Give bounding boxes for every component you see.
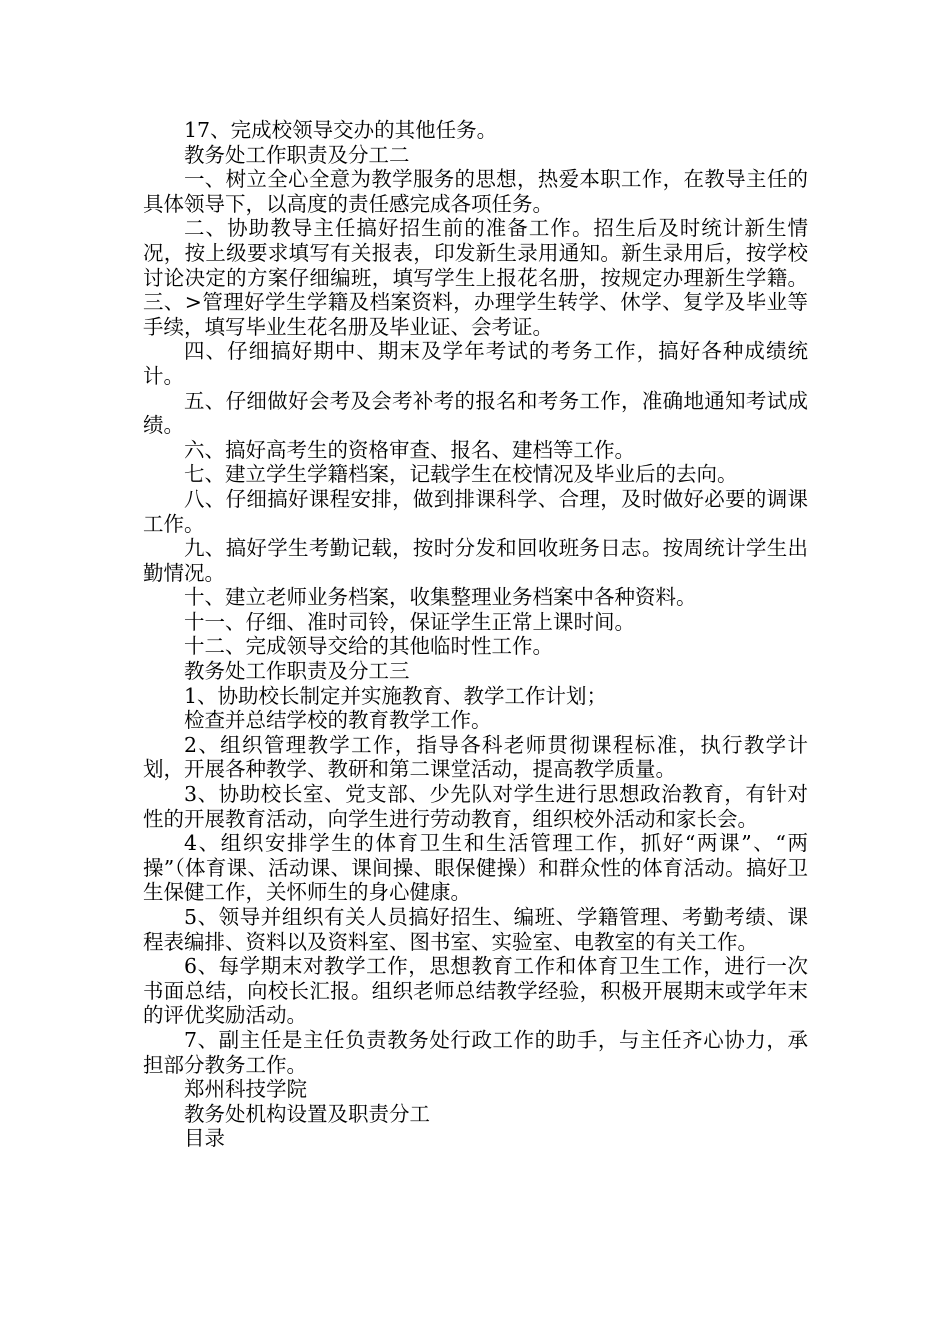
paragraph-duty-11: 十一、仔细、准时司铃，保证学生正常上课时间。 bbox=[184, 609, 635, 634]
paragraph-duty-7: 七、建立学生学籍档案，记载学生在校情况及毕业后的去向。 bbox=[184, 462, 738, 487]
paragraph-item-5: 5、领导并组织有关人员搞好招生、编班、学籍管理、考勤考绩、课程表编排、资料以及资料室、图书室、实验室、电教室的有关工作。 bbox=[143, 905, 808, 954]
section-heading-2: 教务处工作职责及分工二 bbox=[184, 142, 410, 167]
paragraph-task-17: 17、完成校领导交办的其他任务。 bbox=[184, 118, 498, 142]
paragraph-item-1-cont: 检查并总结学校的教育教学工作。 bbox=[184, 708, 492, 733]
paragraph-item-2: 2、组织管理教学工作，指导各科老师贯彻课程标准，执行教学计划，开展各种教学、教研和第二课堂活动，提高教学质量。 bbox=[143, 732, 808, 782]
section-heading-3: 教务处工作职责及分工三 bbox=[184, 659, 410, 684]
paragraph-item-4: 4、组织安排学生的体育卫生和生活管理工作，抓好“两课”、“两操”（体育课、活动课、课间操、眼保健操）和群众性的体育活动。搞好卫生保健工作，关怀师生的身心健康。 bbox=[143, 831, 808, 905]
document-body bbox=[143, 118, 808, 1151]
toc-heading: 目录 bbox=[184, 1126, 225, 1151]
paragraph-duty-9: 九、搞好学生考勤记载，按时分发和回收班务日志。按周统计学生出勤情况。 bbox=[143, 536, 808, 585]
paragraph-item-6: 6、每学期末对教学工作，思想教育工作和体育卫生工作，进行一次书面总结，向校长汇报。组织老师总结教学经验，积极开展期末或学年末的评优奖励活动。 bbox=[143, 954, 808, 1028]
paragraph-duty-5: 五、仔细做好会考及会考补考的报名和考务工作，准确地通知考试成绩。 bbox=[143, 388, 808, 438]
paragraph-duty-12: 十二、完成领导交给的其他临时性工作。 bbox=[184, 634, 553, 659]
document-subtitle: 教务处机构设置及职责分工 bbox=[184, 1101, 430, 1126]
paragraph-item-3: 3、协助校长室、党支部、少先队对学生进行思想政治教育，有针对性的开展教育活动，向学生进行劳动教育，组织校外活动和家长会。 bbox=[143, 782, 808, 831]
paragraph-duty-4: 四、仔细搞好期中、期末及学年考试的考务工作，搞好各种成绩统计。 bbox=[143, 339, 808, 388]
paragraph-duty-2: 二、协助教导主任搞好招生前的准备工作。招生后及时统计新生情况，按上级要求填写有关报表，印发新生录用通知。新生录用后，按学校讨论决定的方案仔细编班，填写学生上报花名册，按规定办理新生学籍。三、>管理好学生学籍及档案资料，办理学生转学、休学、复学及毕业等手续，填写毕业生花名册及毕业证、会考证。 bbox=[143, 216, 808, 339]
paragraph-item-1: 1、协助校长制定并实施教育、教学工作计划； bbox=[184, 683, 608, 708]
paragraph-item-7: 7、副主任是主任负责教务处行政工作的助手，与主任齐心协力，承担部分教务工作。 bbox=[143, 1027, 808, 1077]
paragraph-duty-8: 八、仔细搞好课程安排，做到排课科学、合理，及时做好必要的调课工作。 bbox=[143, 486, 808, 536]
paragraph-duty-10: 十、建立老师业务档案，收集整理业务档案中各种资料。 bbox=[184, 585, 697, 610]
institution-name: 郑州科技学院 bbox=[184, 1077, 307, 1102]
paragraph-duty-1: 一、树立全心全意为教学服务的思想，热爱本职工作，在教导主任的具体领导下，以高度的责任感完成各项任务。 bbox=[143, 167, 808, 216]
paragraph-duty-6: 六、搞好高考生的资格审查、报名、建档等工作。 bbox=[184, 437, 635, 462]
